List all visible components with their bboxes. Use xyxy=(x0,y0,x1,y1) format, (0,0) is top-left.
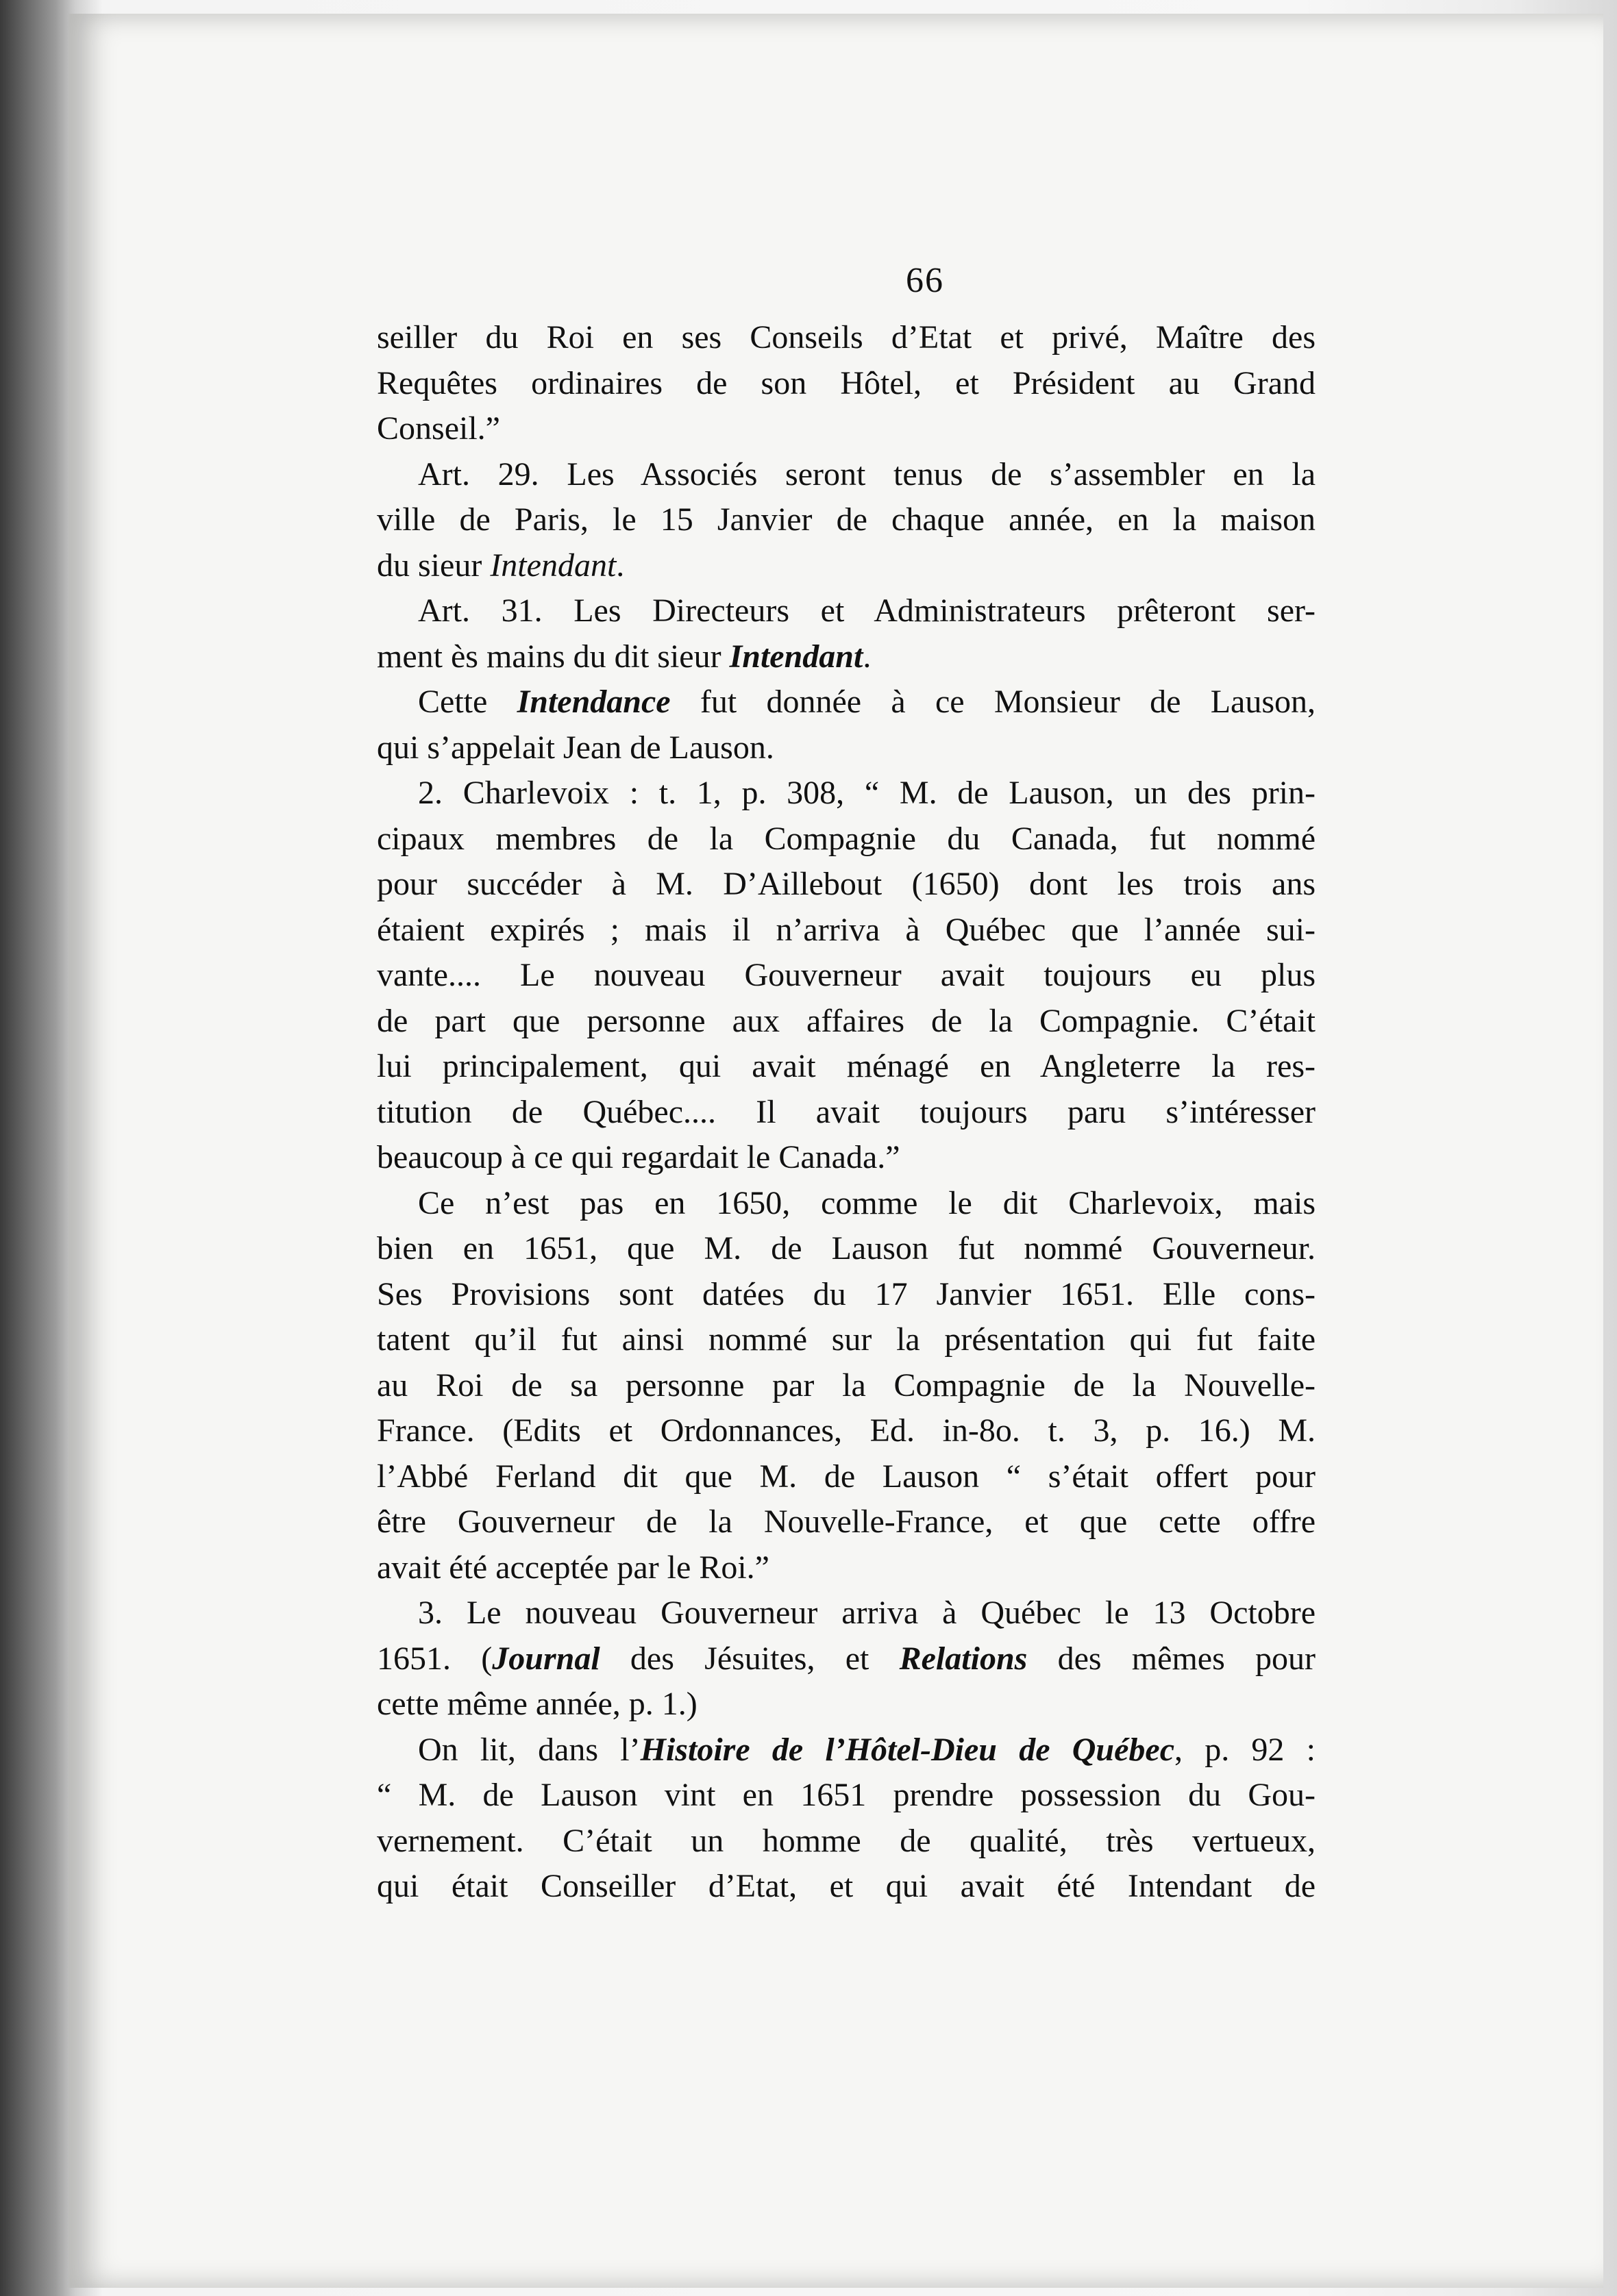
body-text xyxy=(377,315,1316,1910)
text-line: lui principalement, qui avait ménagé en Angleterre la res- xyxy=(377,1048,1316,1084)
text-line: qui était Conseiller d’Etat, et qui avait été Intendant de xyxy=(377,1868,1316,1904)
text-line: France. (Edits et Ordonnances, Ed. in-8o. t. 3, p. 16.) M. xyxy=(377,1412,1316,1449)
italic-term: Intendant xyxy=(729,638,863,675)
text-line: bien en 1651, que M. de Lauson fut nommé Gouverneur. xyxy=(377,1230,1316,1266)
text-line: Conseil.” xyxy=(377,410,500,447)
text-line: être Gouverneur de la Nouvelle-France, et que cette offre xyxy=(377,1503,1316,1540)
text-line: Ce n’est pas en 1650, comme le dit Charlevoix, mais xyxy=(418,1184,1316,1221)
text-line: avait été acceptée par le Roi.” xyxy=(377,1549,769,1586)
text-line: beaucoup à ce qui regardait le Canada.” xyxy=(377,1139,900,1175)
text-line: au Roi de sa personne par la Compagnie de la Nouvelle- xyxy=(377,1367,1316,1403)
italic-term: Journal xyxy=(492,1640,600,1677)
text-line: 2. Charlevoix : t. 1, p. 308, “ M. de Lauson, un des prin- xyxy=(418,775,1316,811)
italic-term: Relations xyxy=(899,1640,1028,1677)
text-line: Cette Intendance fut donnée à ce Monsieur de Lauson, xyxy=(418,684,1316,720)
text-line: Art. 29. Les Associés seront tenus de s’assembler en la xyxy=(418,456,1316,492)
text-line: seiller du Roi en ses Conseils d’Etat et privé, Maître des xyxy=(377,319,1316,355)
text-line: Art. 31. Les Directeurs et Administrateurs prêteront ser- xyxy=(418,592,1316,629)
italic-term: Histoire de l’Hôtel-Dieu de Québec xyxy=(640,1731,1174,1768)
text-line: du sieur Intendant. xyxy=(377,547,625,584)
text-line: tatent qu’il fut ainsi nommé sur la présentation qui fut faite xyxy=(377,1321,1316,1358)
text-line: étaient expirés ; mais il n’arriva à Québec que l’année sui- xyxy=(377,911,1316,948)
text-line: On lit, dans l’Histoire de l’Hôtel-Dieu de Québec, p. 92 : xyxy=(418,1731,1316,1768)
text-line: ville de Paris, le 15 Janvier de chaque année, en la maison xyxy=(377,501,1316,538)
text-line: qui s’appelait Jean de Lauson. xyxy=(377,729,774,766)
text-line: Requêtes ordinaires de son Hôtel, et Président au Grand xyxy=(377,364,1316,401)
text-line: Ses Provisions sont datées du 17 Janvier 1651. Elle cons- xyxy=(377,1275,1316,1312)
text-line: vernement. C’était un homme de qualité, très vertueux, xyxy=(377,1822,1316,1859)
text-line: l’Abbé Ferland dit que M. de Lauson “ s’était offert pour xyxy=(377,1458,1316,1495)
text-line: 3. Le nouveau Gouverneur arriva à Québec le 13 Octobre xyxy=(418,1595,1316,1631)
text-line: 1651. (Journal des Jésuites, et Relations des mêmes pour xyxy=(377,1640,1316,1677)
text-line: cette même année, p. 1.) xyxy=(377,1686,698,1722)
text-line: cipaux membres de la Compagnie du Canada, fut nommé xyxy=(377,820,1316,857)
text-line: “ M. de Lauson vint en 1651 prendre possession du Gou- xyxy=(377,1777,1316,1813)
italic-term: Intendance xyxy=(517,684,671,720)
italic-term: Intendant xyxy=(490,547,617,584)
text-line: vante.... Le nouveau Gouverneur avait toujours eu plus xyxy=(377,957,1316,993)
text-line: ment ès mains du dit sieur Intendant. xyxy=(377,638,872,675)
text-line: pour succéder à M. D’Aillebout (1650) dont les trois ans xyxy=(377,866,1316,902)
text-line: titution de Québec.... Il avait toujours paru s’intéresser xyxy=(377,1093,1316,1130)
page-number: 66 xyxy=(906,261,944,300)
text-line: de part que personne aux affaires de la Compagnie. C’était xyxy=(377,1002,1316,1039)
